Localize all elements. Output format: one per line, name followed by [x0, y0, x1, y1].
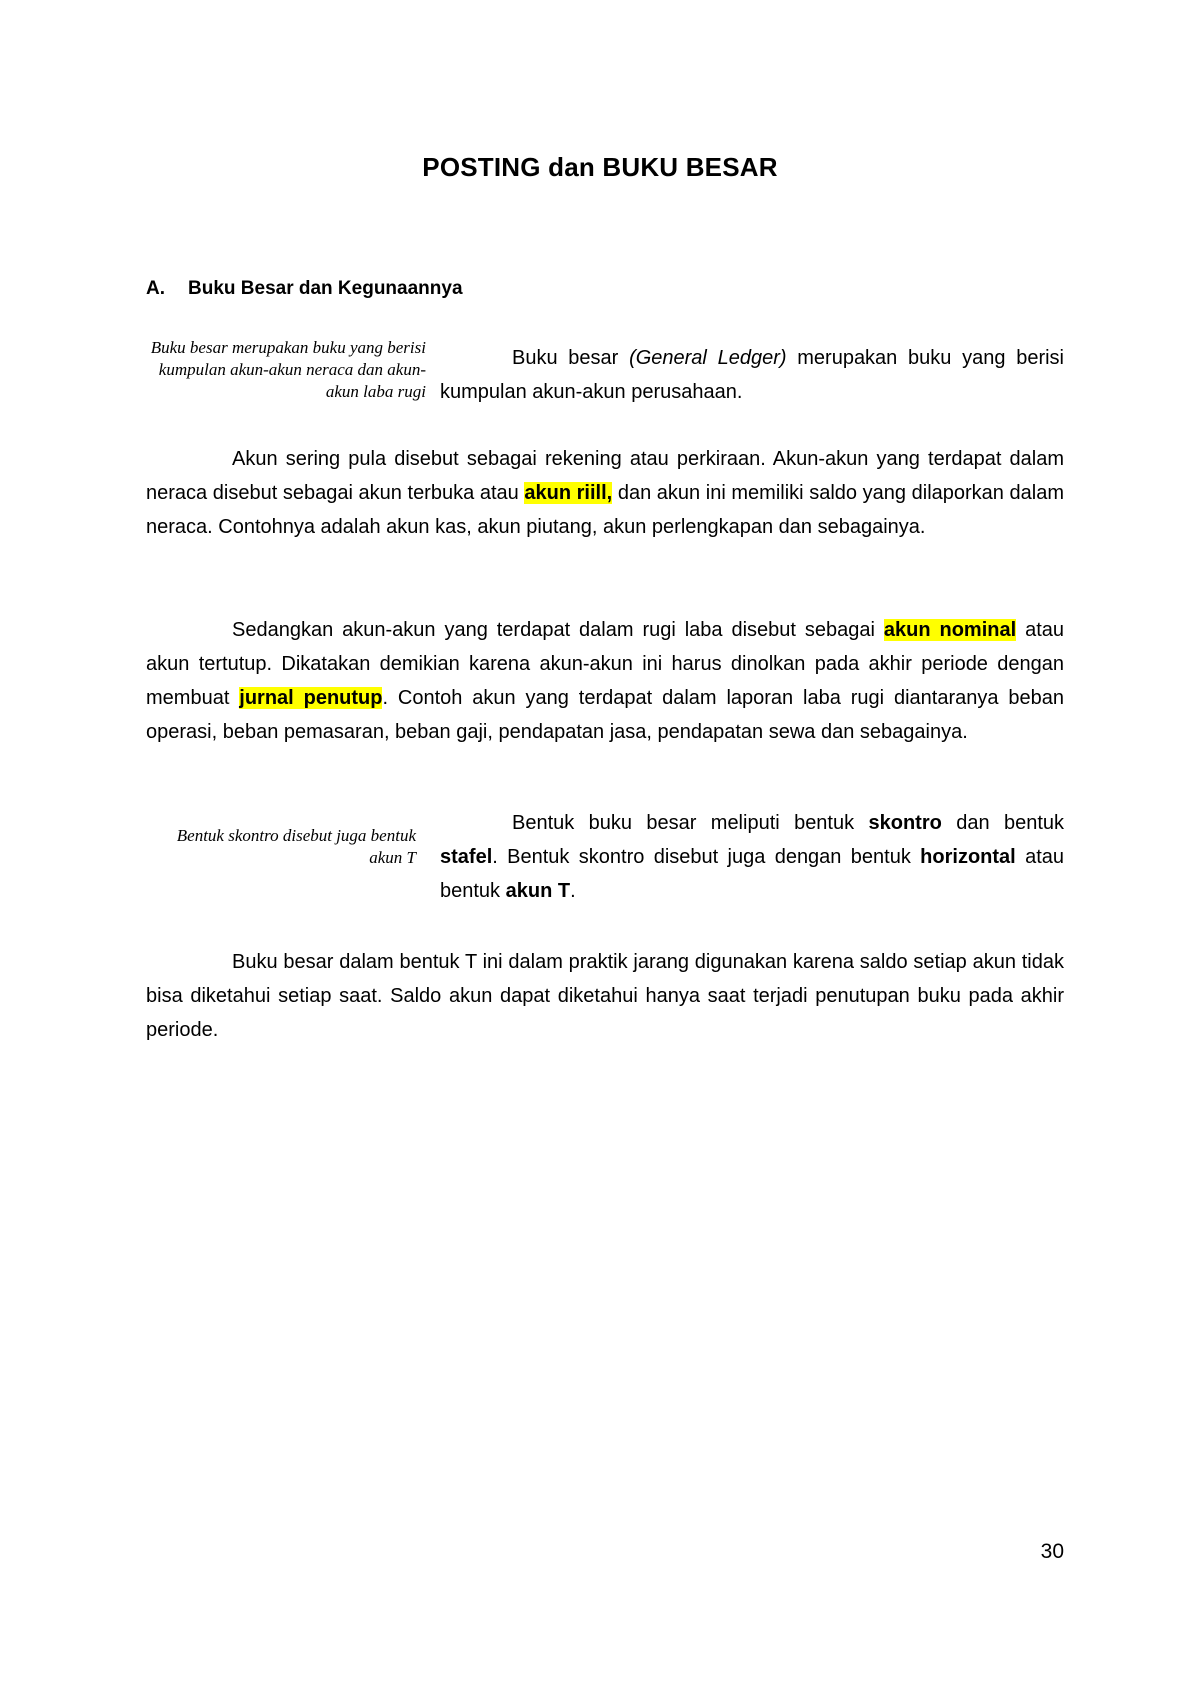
term-horizontal: horizontal — [920, 846, 1016, 868]
paragraph-2-text-b: dan akun ini memiliki saldo yang dilaporkan dalam neraca. Contohnya adalah akun kas, akun piutang, akun perlengkapan dan sebagainya. — [146, 482, 1064, 538]
highlight-akun-nominal: akun nominal — [883, 619, 1017, 641]
highlight-akun-riill: akun riill, — [524, 482, 613, 504]
paragraph-1-text-b: merupakan buku yang berisi kumpulan akun-akun perusahaan. — [440, 347, 1064, 403]
paragraph-2-text-a: Akun sering pula disebut sebagai rekening atau perkiraan. Akun-akun yang terdapat dalam neraca disebut sebagai akun terbuka atau — [146, 448, 1064, 504]
paragraph-2 — [146, 442, 1064, 544]
side-note-buku-besar: Buku besar merupakan buku yang berisi kumpulan akun-akun neraca dan akun-akun laba rugi — [150, 338, 426, 401]
paragraph-5: Buku besar dalam bentuk T ini dalam praktik jarang digunakan karena saldo setiap akun tidak bisa diketahui setiap saat. Saldo akun dapat diketahui hanya saat terjadi penutupan buku pada akhir periode. — [146, 951, 1064, 1041]
section-heading-text: Buku Besar dan Kegunaannya — [188, 278, 463, 299]
paragraph-4-text-a: Bentuk buku besar meliputi bentuk — [512, 812, 869, 834]
term-stafel: stafel — [440, 846, 493, 868]
general-ledger-term: (General Ledger) — [629, 347, 787, 369]
paragraph-3 — [146, 613, 1064, 749]
term-skontro: skontro — [868, 812, 942, 834]
section-heading — [146, 278, 463, 300]
paragraph-1 — [440, 341, 1064, 409]
paragraph-3-text-b: atau akun tertutup. Dikatakan demikian karena akun-akun ini harus dinolkan pada akhir periode dengan membuat — [146, 619, 1065, 709]
paragraph-3-text-c: . Contoh akun yang terdapat dalam laporan laba rugi diantaranya beban operasi, beban pemasaran, beban gaji, pendapatan jasa, pendapatan sewa dan sebagainya. — [146, 687, 1064, 743]
page-title: POSTING dan BUKU BESAR — [422, 152, 778, 182]
side-note-skontro: Bentuk skontro disebut juga bentuk akun T — [176, 826, 416, 867]
paragraph-4 — [440, 806, 1064, 908]
page-number: 30 — [1040, 1540, 1064, 1563]
paragraph-4-text-d: atau bentuk — [440, 846, 1064, 902]
section-letter: A. — [146, 278, 165, 299]
paragraph-3-text-a: Sedangkan akun-akun yang terdapat dalam rugi laba disebut sebagai — [232, 619, 884, 641]
paragraph-1-text-a: Buku besar — [512, 347, 630, 369]
highlight-jurnal-penutup: jurnal penutup — [239, 687, 383, 709]
paragraph-4-text-b: dan bentuk — [941, 812, 1065, 834]
paragraph-4-text-e: . — [570, 880, 576, 902]
term-akun-t: akun T — [505, 880, 571, 902]
paragraph-4-text-c: . Bentuk skontro disebut juga dengan bentuk — [492, 846, 921, 868]
